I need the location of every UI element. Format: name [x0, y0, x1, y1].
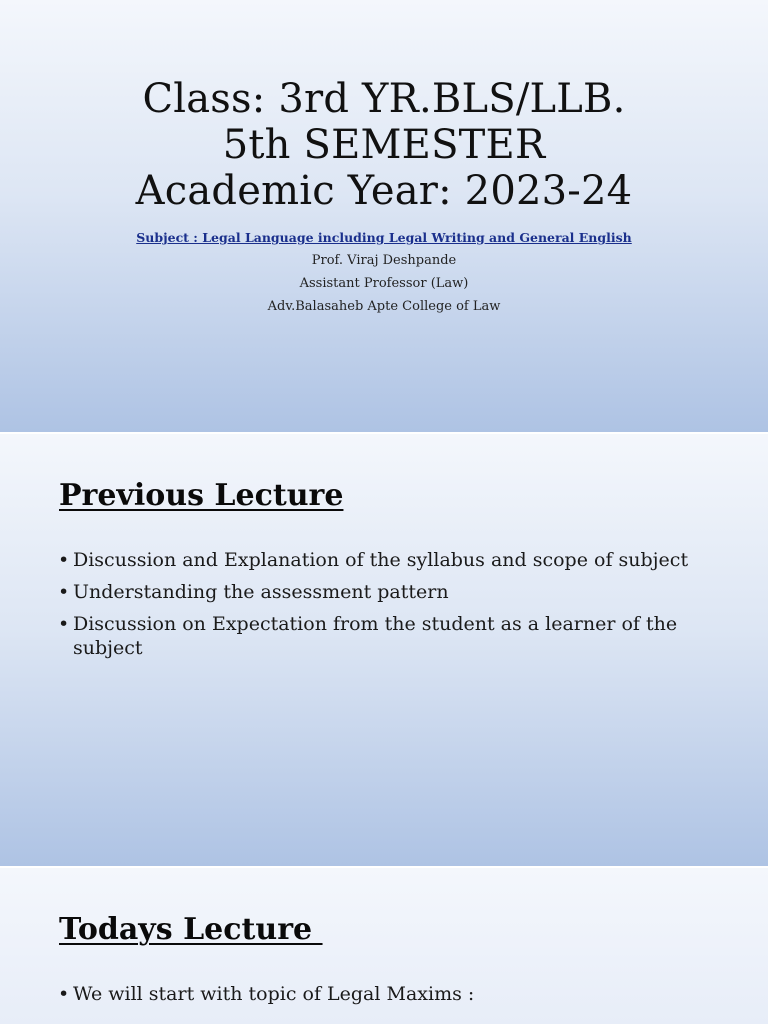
bullet-text: We will start with topic of Legal Maxims :	[73, 983, 475, 1005]
bullet-text: Discussion and Explanation of the syllabus and scope of subject	[73, 549, 689, 571]
college-name: Adv.Balasaheb Apte College of Law	[267, 299, 501, 314]
todays-lecture-heading: Todays Lecture	[59, 912, 323, 947]
bullet-icon: •	[58, 983, 70, 1005]
previous-lecture-bullet-list	[58, 548, 718, 668]
previous-lecture-heading: Previous Lecture	[59, 478, 344, 513]
slide-todays-lecture	[0, 868, 768, 1024]
bullet-text: Discussion on Expectation from the student as a learner of the subject	[73, 613, 678, 659]
slide-title-block	[0, 76, 768, 214]
subject-line: Subject : Legal Language including Legal Writing and General English	[136, 230, 632, 245]
todays-lecture-bullet-list	[58, 982, 718, 1014]
bullet-item	[58, 580, 718, 604]
slide-title	[0, 0, 768, 432]
bullet-text: Understanding the assessment pattern	[73, 581, 449, 603]
professor-role: Assistant Professor (Law)	[299, 276, 469, 291]
bullet-item	[58, 548, 718, 572]
bullet-icon: •	[58, 613, 70, 635]
bullet-item	[58, 612, 718, 660]
professor-name: Prof. Viraj Deshpande	[311, 253, 457, 268]
bullet-icon: •	[58, 549, 70, 571]
slide-previous-lecture	[0, 434, 768, 866]
title-line-semester: 5th SEMESTER	[222, 122, 546, 168]
bullet-icon: •	[58, 581, 70, 603]
title-line-academic-year: Academic Year: 2023-24	[135, 168, 633, 214]
title-line-class: Class: 3rd YR.BLS/LLB.	[142, 76, 626, 122]
bullet-item	[58, 982, 718, 1006]
